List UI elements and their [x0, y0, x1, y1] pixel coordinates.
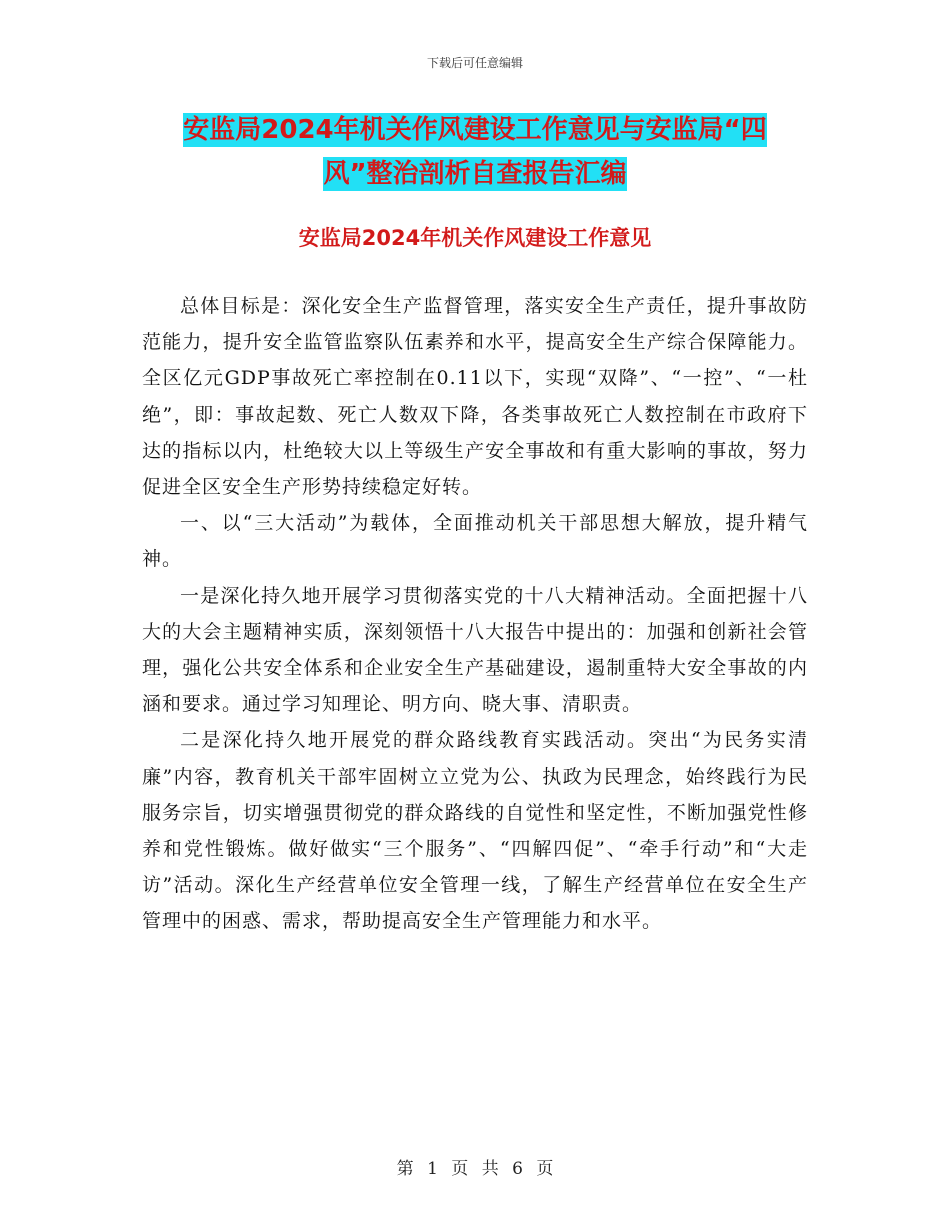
document-title-line-2: 风”整治剖析自查报告汇编: [323, 159, 627, 189]
paragraph-item-two: 二是深化持久地开展党的群众路线教育实践活动。突出“为民务实清廉”内容，教育机关干部牢固树立立党为公、执政为民理念，始终践行为民服务宗旨，切实增强贯彻党的群众路线的自觉性和坚定性，不断加强党性修养和党性锻炼。做好做实“三个服务”、“四解四促”、“牵手行动”和“大走访”活动。深化生产经营单位安全管理一线，了解生产经营单位在安全生产管理中的困惑、需求，帮助提高安全生产管理能力和水平。: [142, 729, 808, 933]
page-number: 第 1 页 共 6 页: [396, 1159, 554, 1179]
paragraph-section-one: 一、以“三大活动”为载体，全面推动机关干部思想大解放，提升精气神。: [142, 512, 808, 571]
page-header-note: 下载后可任意编辑: [426, 56, 523, 70]
document-title-line-1: 安监局2024年机关作风建设工作意见与安监局“四: [183, 115, 767, 145]
paragraph-item-one: 一是深化持久地开展学习贯彻落实党的十八大精神活动。全面把握十八大的大会主题精神实质，深刻领悟十八大报告中提出的：加强和创新社会管理，强化公共安全体系和企业安全生产基础建设，遏制重特大安全事故的内涵和要求。通过学习知理论、明方向、晓大事、清职责。: [142, 584, 808, 716]
document-body: [142, 288, 808, 940]
document-title: [0, 108, 950, 196]
section-title: 安监局2024年机关作风建设工作意见: [298, 226, 652, 250]
paragraph-overall-goal: 总体目标是：深化安全生产监督管理，落实安全生产责任，提升事故防范能力，提升安全监管监察队伍素养和水平，提高安全生产综合保障能力。全区亿元GDP事故死亡率控制在0.11以下，实现“双降”、“一控”、“一杜绝”，即：事故起数、死亡人数双下降，各类事故死亡人数控制在市政府下达的指标以内，杜绝较大以上等级生产安全事故和有重大影响的事故，努力促进全区安全生产形势持续稳定好转。: [142, 295, 808, 499]
